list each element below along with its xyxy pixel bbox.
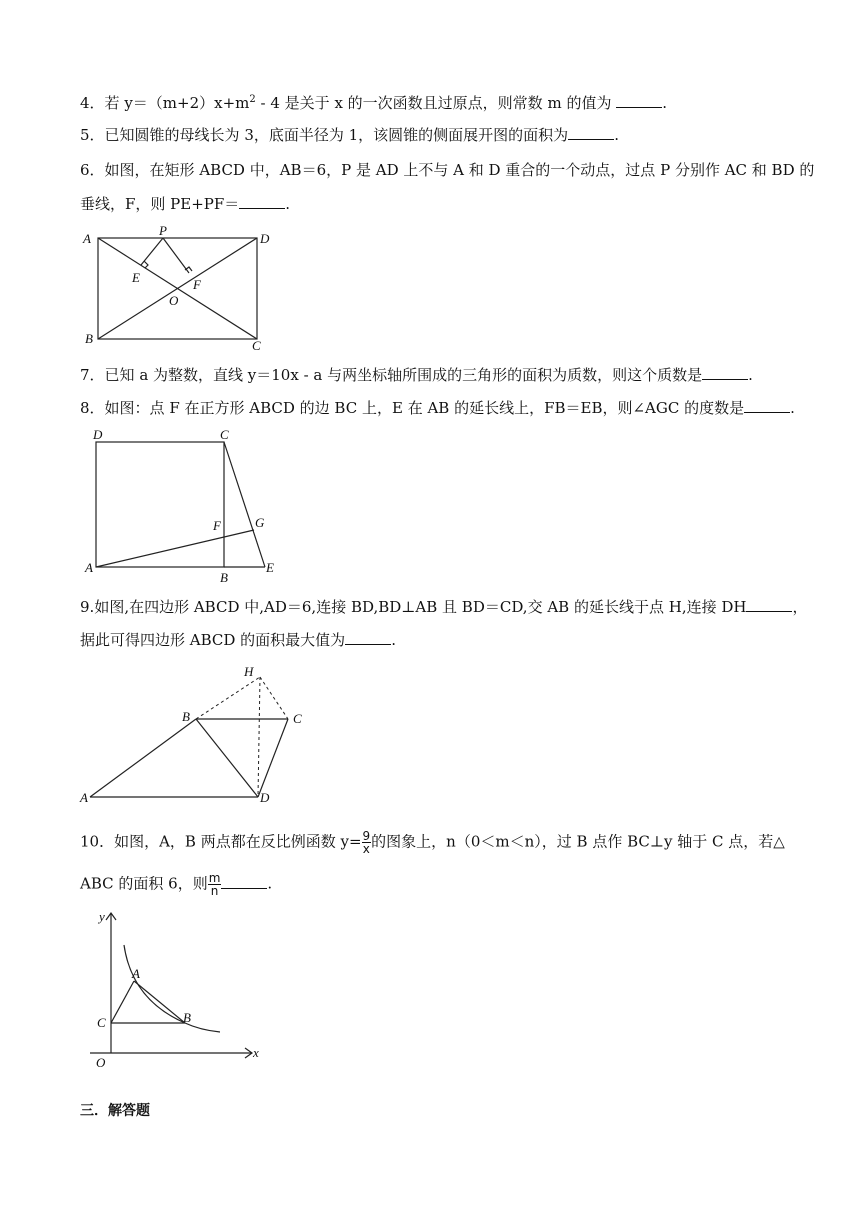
question-number: 8． — [80, 399, 105, 417]
question-text: 如图：点 F 在正方形 ABCD 的边 BC 上，E 在 AB 的延长线上，FB＝EB，则∠AGC 的度数是 — [104, 399, 745, 417]
question-punct: . — [790, 399, 795, 417]
answer-blank[interactable] — [744, 398, 790, 413]
question-text: 如图，在矩形 ABCD 中，AB＝6，P 是 AD 上不与 A 和 D 重合的一个动点，过点 P 分别作 AC 和 BD 的 — [104, 161, 815, 179]
label-B: B — [220, 570, 228, 585]
label-G: G — [255, 515, 265, 530]
question-text: 垂线，F，则 PE+PF＝ — [80, 195, 240, 213]
figure-rectangle-abcd — [78, 226, 278, 352]
fraction-9-over-x — [362, 830, 372, 855]
figure-inverse-proportion-graph — [90, 905, 270, 1075]
label-C: C — [220, 427, 229, 442]
question-punct: . — [748, 366, 753, 384]
question-punct: ， — [792, 598, 808, 616]
answer-blank[interactable] — [221, 874, 267, 889]
label-C: C — [252, 338, 261, 352]
label-O: O — [169, 293, 179, 308]
label-F: F — [193, 277, 201, 292]
label-D: D — [260, 231, 270, 246]
label-F: F — [213, 518, 221, 533]
label-A: A — [83, 231, 91, 246]
section-title: 三．解答题 — [80, 1103, 150, 1119]
question-text: 的图象上，n（0＜m＜n），过 B 点作 BC⊥y 轴于 C 点，若△ — [371, 832, 785, 851]
question-punct: . — [267, 874, 273, 893]
fraction-numerator: 9 — [362, 829, 371, 843]
question-text: - 4 是关于 x 的一次函数且过原点，则常数 m 的值为 — [255, 94, 617, 112]
question-6-line2 — [80, 194, 290, 214]
question-5 — [80, 125, 619, 145]
question-10-line2 — [80, 872, 272, 897]
label-E: E — [132, 270, 140, 285]
label-C: C — [293, 711, 302, 726]
label-E: E — [266, 560, 274, 575]
question-10 — [80, 830, 785, 855]
label-O: O — [96, 1055, 106, 1070]
question-9-line2 — [80, 630, 396, 650]
label-y: y — [99, 909, 105, 924]
question-9 — [80, 597, 807, 617]
question-number: 5． — [80, 126, 105, 144]
question-punct: . — [391, 631, 396, 649]
fraction-denominator: x — [362, 842, 370, 856]
label-D: D — [93, 427, 103, 442]
label-A: A — [85, 560, 93, 575]
fraction-m-over-n — [208, 872, 222, 897]
label-B: B — [85, 331, 93, 346]
question-text: 据此可得四边形 ABCD 的面积最大值为 — [80, 631, 346, 649]
label-A: A — [132, 966, 140, 981]
label-P: P — [159, 226, 167, 238]
question-6 — [80, 160, 814, 180]
label-C: C — [97, 1015, 106, 1030]
answer-blank[interactable] — [345, 630, 391, 645]
question-text: 如图,在四边形 ABCD 中,AD＝6,连接 BD,BD⊥AB 且 BD＝CD,交 AB 的延长线于点 H,连接 DH — [94, 598, 747, 616]
label-D: D — [260, 790, 270, 805]
fraction-denominator: n — [210, 884, 219, 898]
question-number: 6． — [80, 161, 105, 179]
figure-square-abcd — [84, 426, 284, 586]
fraction-numerator: m — [208, 871, 221, 885]
question-text: 已知 a 为整数，直线 y＝10x - a 与两坐标轴所围成的三角形的面积为质数，则这个质数是 — [104, 366, 703, 384]
question-text: ABC 的面积 6，则 — [80, 874, 208, 893]
question-8 — [80, 398, 795, 418]
question-punct: . — [614, 126, 619, 144]
question-punct: . — [285, 195, 291, 213]
label-H: H — [244, 664, 254, 679]
answer-blank[interactable] — [616, 93, 662, 108]
answer-blank[interactable] — [568, 125, 614, 140]
question-text: 如图，A，B 两点都在反比例函数 y= — [114, 832, 362, 851]
answer-blank[interactable] — [746, 597, 792, 612]
question-text: 已知圆锥的母线长为 3，底面半径为 1，该圆锥的侧面展开图的面积为 — [104, 126, 569, 144]
question-number: 7． — [80, 366, 105, 384]
question-4 — [80, 90, 667, 113]
label-B: B — [183, 1010, 191, 1025]
question-number: 4． — [80, 94, 105, 112]
question-7 — [80, 365, 753, 385]
label-A: A — [80, 790, 88, 805]
question-punct: . — [662, 94, 667, 112]
label-x: x — [253, 1045, 259, 1060]
answer-blank[interactable] — [702, 365, 748, 380]
answer-blank[interactable] — [239, 194, 285, 209]
question-number: 10． — [80, 832, 115, 851]
question-number: 9. — [80, 598, 95, 616]
superscript: 2 — [249, 94, 256, 105]
label-B: B — [182, 709, 190, 724]
question-text: 若 y＝（m+2）x+m — [104, 94, 250, 112]
figure-quadrilateral-abcd — [78, 660, 318, 810]
